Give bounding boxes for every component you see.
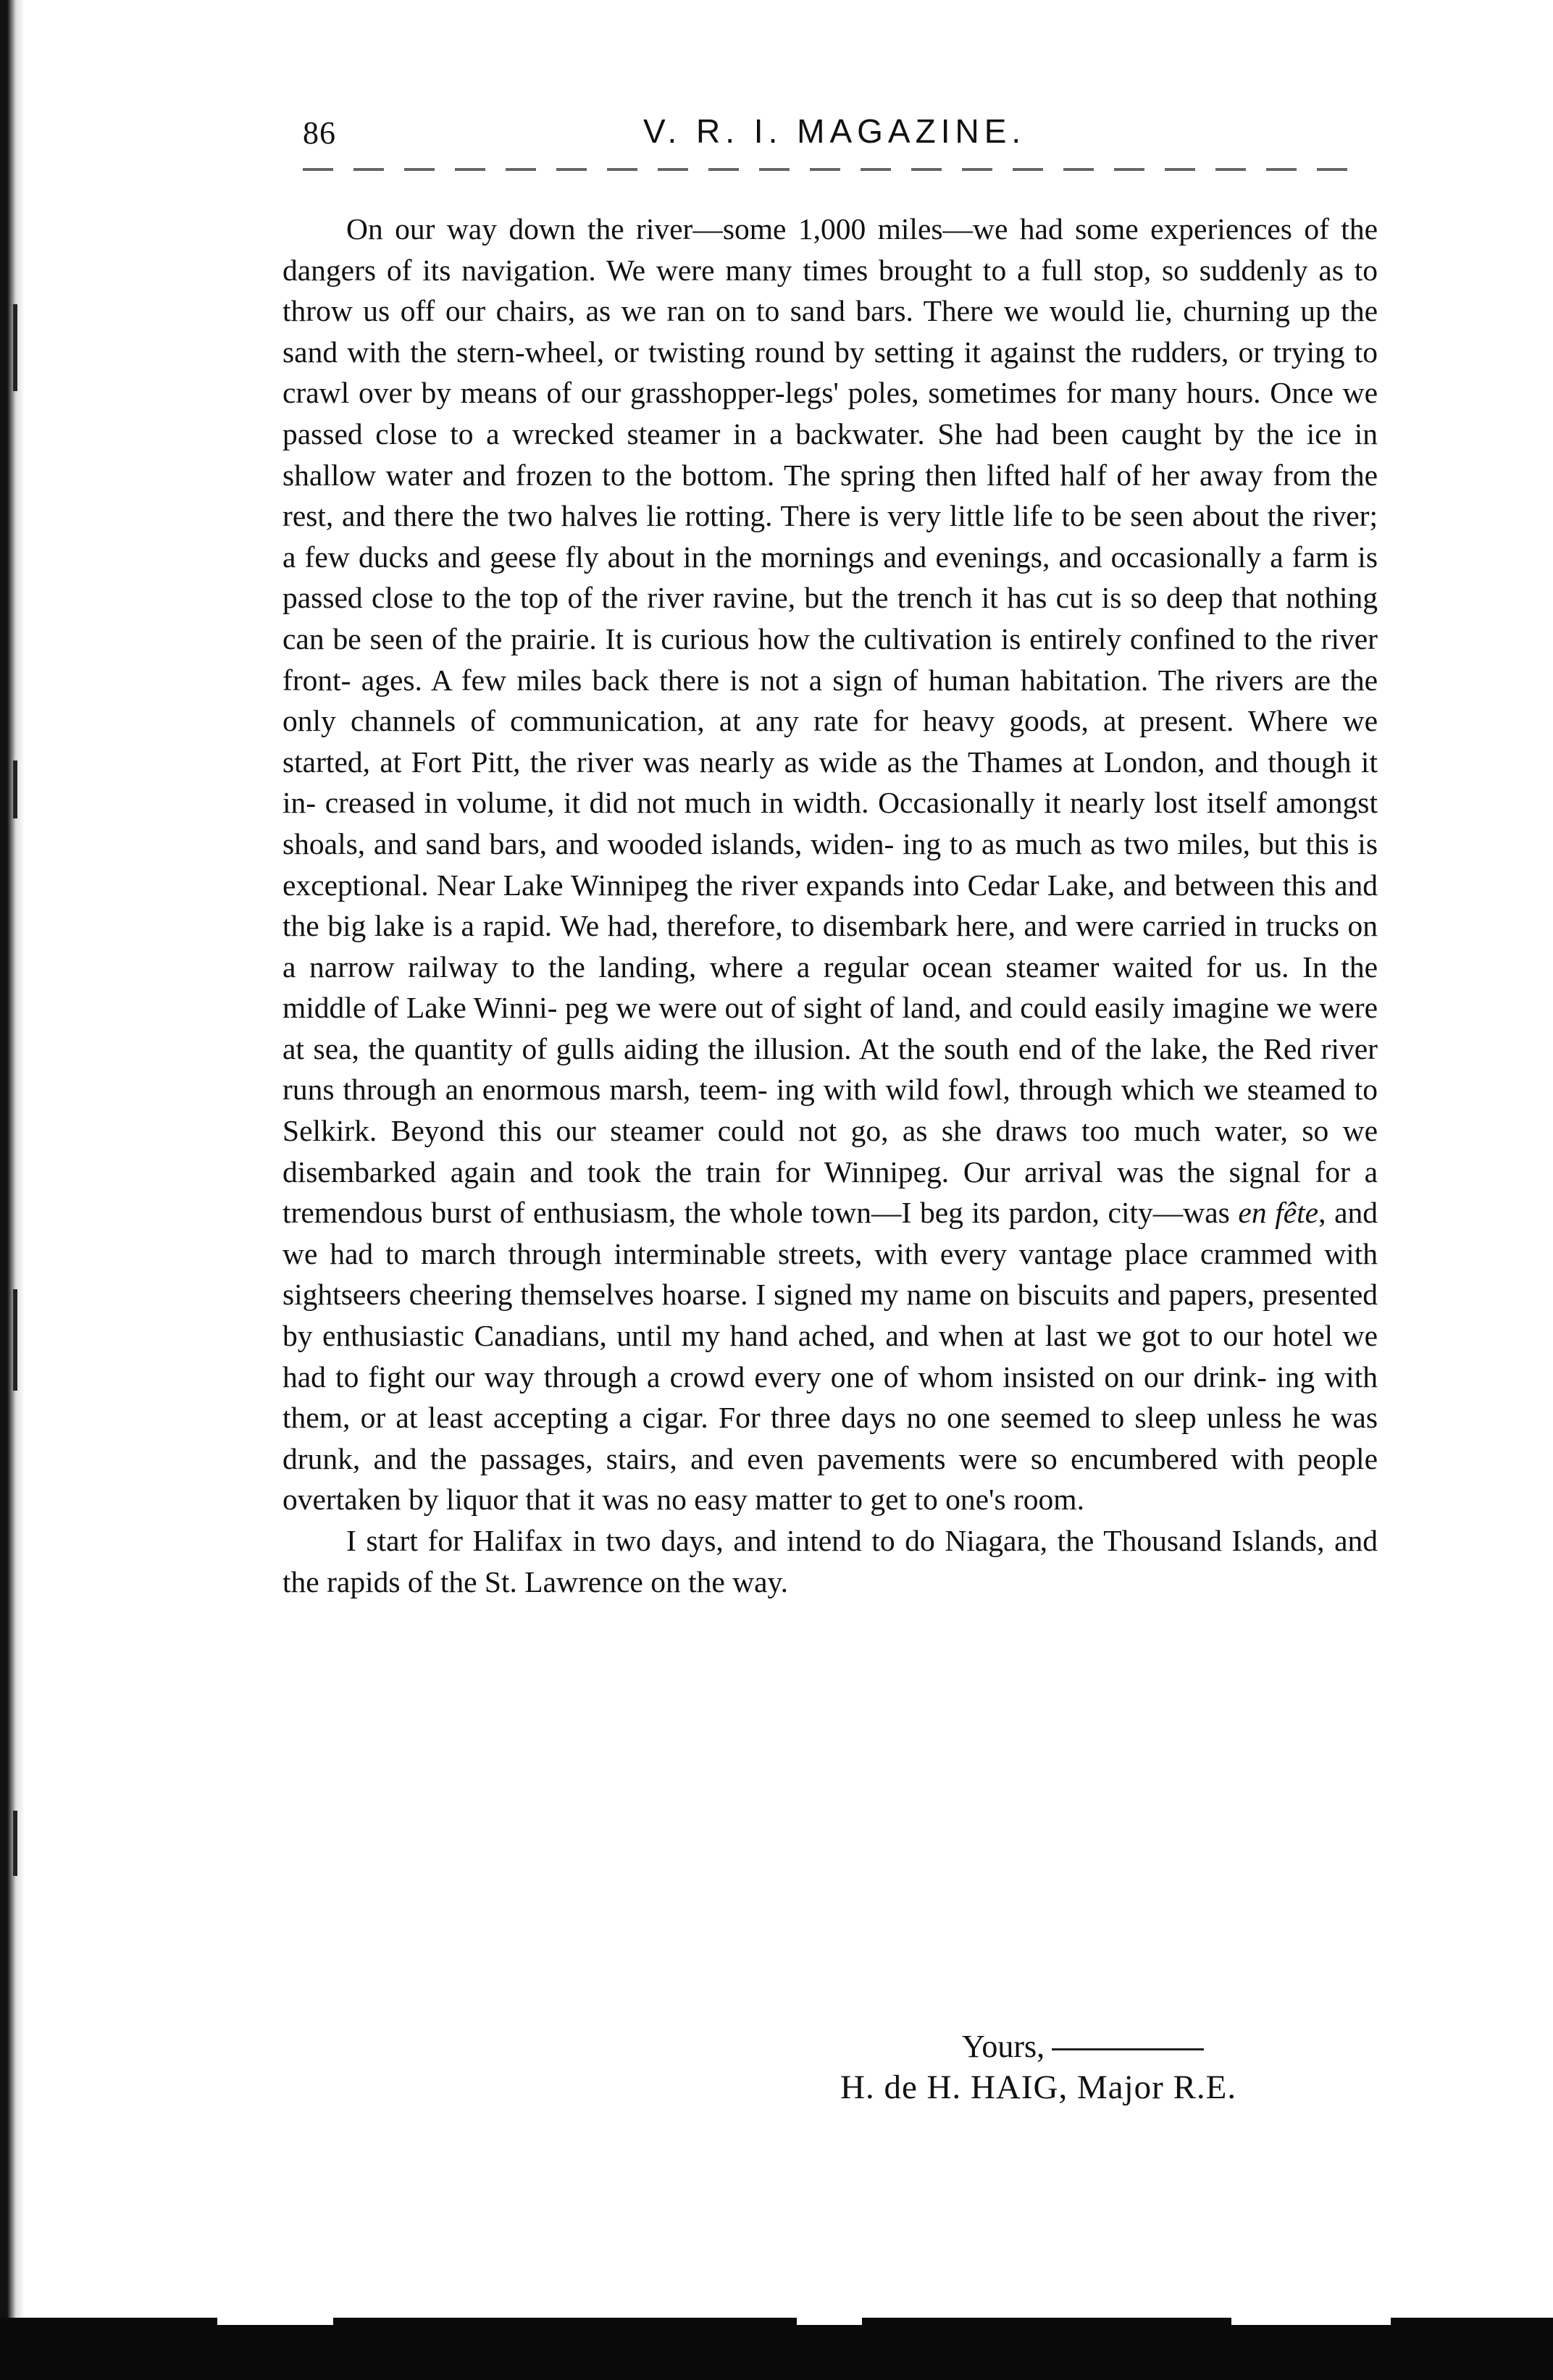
page-header [303, 114, 1353, 158]
salutation-dash [1052, 2048, 1204, 2050]
scan-left-edge [0, 0, 25, 2380]
closing-salutation [962, 2028, 1310, 2065]
salutation-text: Yours, [962, 2029, 1045, 2064]
scan-bottom-edge [0, 2318, 1553, 2380]
scan-gap [797, 2318, 862, 2325]
scan-gap [217, 2318, 333, 2325]
scan-speck [13, 304, 17, 391]
scan-speck [13, 1289, 17, 1391]
page-number: 86 [303, 115, 336, 151]
scan-speck [13, 1811, 17, 1876]
paragraph-1-text-b: , and we had to march through interminable streets, with every vantage place crammed with sightseers cheering themselves hoarse. I signed my name on biscuits and papers, presented by enthusiastic Canadians, until my hand ached, and when at last we got to our hotel we had to fight our way through a crowd every one of whom insisted on our drink- ing with them, or at least accepting a cigar. For three days no one seemed to sleep unless he was drunk, and the passages, stairs, and even pavements were so encumbered with people overtaken by liquor that it was no easy matter to get to one's room. [282, 1196, 1378, 1517]
running-title: V. R. I. MAGAZINE. [643, 112, 1026, 150]
scan-speck [13, 760, 17, 818]
letter-body [282, 209, 1378, 1602]
signature: H. de H. HAIG, Major R.E. [840, 2069, 1237, 2106]
en-fete-phrase: en fête [1238, 1196, 1319, 1230]
header-rule [303, 168, 1353, 171]
paragraph-2: I start for Halifax in two days, and intend to do Niagara, the Thousand Islands, and the rapids of the St. Lawrence on the way. [282, 1524, 1378, 1598]
scan-gap [1231, 2318, 1391, 2325]
paragraph-1-text-a: On our way down the river—some 1,000 miles—we had some experiences of the dangers of its navigation. We were many times brought to a full stop, so suddenly as to throw us off our chairs, as we ran on to sand bars. There we would lie, churning up the sand with the stern-wheel, or twisting round by setting it against the rudders, or trying to crawl over by means of our grasshopper-legs' poles, sometimes for many hours. Once we passed close to a wrecked steamer in a backwater. She had been caught by the ice in shallow water and frozen to the bottom. The spring then lifted half of her away from the rest, and there the two halves lie rotting. There is very little life to be seen about the river; a few ducks and geese fly about in the mornings and evenings, and occasionally a farm is passed close to the top of the river ravine, but the trench it has cut is so deep that nothing can be seen of the prairie. It is curious how the cultivation is entirely confined to the river front- ages. A few miles back there is not a sign of human habitation. The rivers are the only channels of communication, at any rate for heavy goods, at present. Where we started, at Fort Pitt, the river was nearly as wide as the Thames at London, and though it in- creased in volume, it did not much in width. Occasionally it nearly lost itself amongst shoals, and sand bars, and wooded islands, widen- ing to as much as two miles, but this is exceptional. Near Lake Winnipeg the river expands into Cedar Lake, and between this and the big lake is a rapid. We had, therefore, to disembark here, and were carried in trucks on a narrow railway to the landing, where a regular ocean steamer waited for us. In the middle of Lake Winni- peg we were out of sight of land, and could easily imagine we were at sea, the quantity of gulls aiding the illusion. At the south end of the lake, the Red river runs through an enormous marsh, teem- ing with wild fowl, through which we steamed to Selkirk. Beyond this our steamer could not go, as she draws too much water, so we disembarked again and took the train for Winnipeg. Our arrival was the signal for a tremendous burst of enthusiasm, the whole town—I beg its pardon, city—was [282, 212, 1378, 1230]
paragraph-1 [282, 209, 1378, 1520]
